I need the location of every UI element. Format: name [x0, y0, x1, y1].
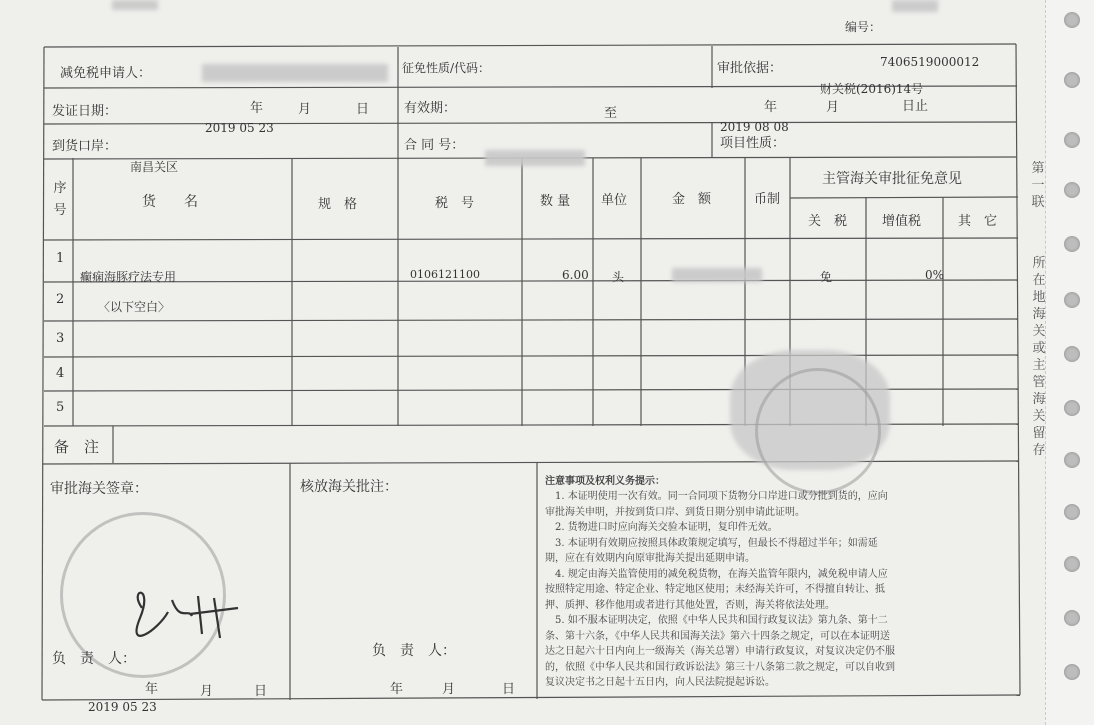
perforation-hole	[1064, 236, 1080, 252]
issue-date-value: 2019 05 23	[205, 121, 274, 135]
bottom-mid-day: 日	[502, 682, 516, 697]
approval-reference: 财关税(2016)14号	[820, 82, 924, 96]
signature-scribble	[128, 578, 258, 648]
issue-day-label: 日	[356, 102, 370, 117]
approval-basis-value: 7406519000012	[880, 55, 980, 69]
notes-line: 3. 本证明有效期应按照具体政策规定填写，但最长不得超过半年；如需延	[545, 537, 878, 549]
col-header-seq: 序号	[53, 181, 67, 218]
perforation-hole	[1064, 664, 1080, 680]
col-header-goods: 货 名	[142, 194, 198, 210]
row-5-seq: 5	[56, 400, 65, 415]
issue-year-label: 年	[250, 101, 264, 116]
perforation-hole	[1064, 556, 1080, 572]
row-1-duty: 免	[820, 270, 833, 284]
col-header-vat: 增值税	[882, 214, 922, 229]
row-3-seq: 3	[56, 331, 65, 346]
validity-to-label: 至	[604, 106, 618, 121]
perforation-hole	[1064, 400, 1080, 416]
col-header-currency: 币制	[754, 192, 781, 207]
col-header-tax-no: 税 号	[435, 196, 475, 211]
row-1-tax-no: 0106121100	[410, 268, 480, 281]
port-label: 到货口岸：	[52, 139, 118, 154]
row-1-seq: 1	[56, 251, 65, 266]
bottom-left-day: 日	[254, 684, 268, 699]
col-header-qty: 数 量	[540, 194, 571, 209]
notes-line: 达之日起六十日内向上一级海关（海关总署）申请行政复议，对复议决定仍不服	[545, 646, 895, 657]
end-year-label: 年	[764, 100, 778, 115]
remarks-label: 备 注	[54, 438, 100, 456]
perforation-hole	[1064, 12, 1080, 28]
issue-date-label: 发证日期：	[52, 104, 118, 119]
approval-basis-label: 审批依据：	[717, 61, 783, 76]
bottom-mid-year: 年	[390, 682, 404, 697]
perforation-hole	[1064, 182, 1080, 198]
approval-stamp-label: 审批海关签章：	[50, 481, 148, 497]
notes-line: 2. 货物进口时应向海关交验本证明，复印件无效。	[545, 522, 778, 533]
row-1-amount-redacted	[672, 268, 762, 282]
issue-month-label: 月	[298, 102, 312, 117]
col-header-spec: 规 格	[318, 197, 358, 212]
bottom-mid-month: 月	[442, 682, 456, 697]
notes-body	[545, 489, 1015, 691]
nature-code-label: 征免性质/代码：	[402, 61, 491, 75]
perforation-hole	[1064, 72, 1080, 88]
notes-line: 条、第十六条，《中华人民共和国海关法》第六十四条之规定，可以在本证明送	[545, 630, 890, 642]
contract-number-redacted	[485, 150, 585, 166]
perforated-edge	[1045, 0, 1094, 725]
customs-seal-mid	[755, 368, 881, 494]
notes-line: 4. 规定由海关监管使用的减免税货物，在海关监管年限内，减免税申请人应	[545, 568, 888, 580]
perforation-hole	[1064, 292, 1080, 308]
release-note-label: 核放海关批注：	[300, 479, 398, 495]
end-date-value: 2019 08 08	[720, 120, 789, 134]
row-4-seq: 4	[56, 366, 65, 381]
row-1-goods: 癫痫海豚疗法专用	[80, 270, 177, 284]
notes-line: 押、质押、移作他用或者进行其他处置，否则，海关将依法处理。	[545, 599, 835, 611]
notes-line: 审批海关申明，并按到货口岸、到货日期分别申请此证明。	[545, 506, 805, 518]
notes-line: 期，应在有效期内向原审批海关提出延期申请。	[545, 553, 755, 564]
notes-line: 按照特定用途、特定企业、特定地区使用；未经海关许可，不得擅自转让、抵	[545, 584, 885, 595]
bottom-left-date-value: 2019 05 23	[88, 700, 157, 714]
col-header-customs-opinion: 主管海关审批征免意见	[822, 171, 962, 187]
perforation-hole	[1064, 504, 1080, 520]
notes-title: 注意事项及权利义务提示：	[545, 476, 665, 487]
copy-retention-note: 所在地海关或主管海关留存	[1032, 256, 1046, 458]
perforation-hole	[1064, 452, 1080, 468]
contract-number-label: 合 同 号：	[404, 138, 465, 153]
applicant-redacted	[202, 64, 388, 82]
col-header-duty: 关 税	[808, 214, 848, 229]
col-header-other: 其 它	[958, 214, 998, 229]
notes-line: 的，依照《中华人民共和国行政诉讼法》第三十八条第二款之规定，可以自收到	[545, 661, 895, 673]
row-1-unit: 头	[612, 270, 625, 284]
perforation-hole	[1064, 346, 1080, 362]
bottom-left-year: 年	[145, 682, 159, 697]
responsible-label-left: 负 责 人：	[52, 651, 136, 667]
validity-label: 有效期：	[404, 101, 457, 116]
bottom-left-month: 月	[200, 684, 214, 699]
col-header-unit: 单位	[601, 193, 628, 208]
serial-number-label: 编号：	[845, 20, 882, 34]
notes-line: 1. 本证明使用一次有效。同一合同项下货物分口岸进口或分批到货的，应向	[545, 491, 888, 502]
row-2-seq: 2	[56, 292, 65, 307]
row-1-vat: 0%	[925, 268, 945, 282]
notes-line: 5. 如不服本证明决定，依照《中华人民共和国行政复议法》第九条、第十二	[545, 615, 888, 626]
port-value: 南昌关区	[130, 160, 179, 174]
perforation-hole	[1064, 610, 1080, 626]
end-day-label: 日止	[902, 99, 929, 114]
responsible-label-mid: 负 责 人：	[372, 643, 456, 659]
applicant-label: 减免税申请人：	[60, 66, 152, 81]
notes-line: 复议决定书之日起十五日内，向人民法院提起诉讼。	[545, 677, 775, 688]
row-1-qty: 6.00	[562, 268, 589, 282]
perforation-hole	[1064, 132, 1080, 148]
end-month-label: 月	[826, 100, 840, 115]
col-header-amount: 金 额	[672, 192, 712, 207]
project-nature-label: 项目性质：	[720, 136, 786, 151]
copy-number-label: 第一联	[1031, 161, 1045, 210]
row-2-goods: 〈以下空白〉	[98, 300, 171, 314]
